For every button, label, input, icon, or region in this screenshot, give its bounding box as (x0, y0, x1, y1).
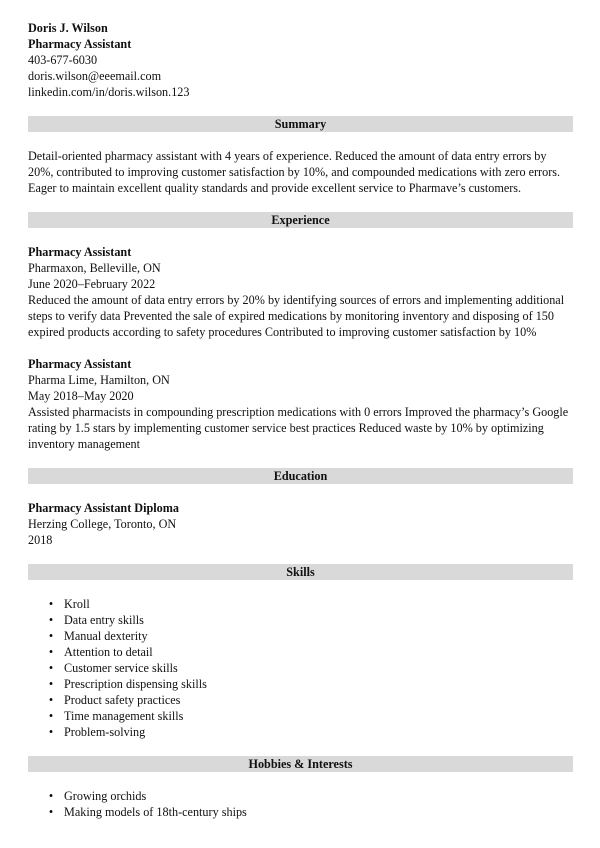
list-item: • Data entry skills (64, 612, 573, 628)
phone: 403-677-6030 (28, 53, 98, 67)
list-item: • Problem-solving (64, 724, 573, 740)
job-entry (28, 356, 573, 452)
bullet-icon: • (48, 725, 54, 739)
header (28, 20, 573, 100)
skills-list (28, 596, 573, 740)
job-title: Pharmacy Assistant (28, 357, 132, 371)
list-item: • Manual dexterity (64, 628, 573, 644)
bullet-icon: • (48, 613, 54, 627)
resume-page (28, 20, 573, 820)
bullet-icon: • (48, 789, 54, 803)
job-company: Pharmaxon, Belleville, ON (28, 261, 161, 275)
hobbies-list (28, 788, 573, 820)
bullet-icon: • (48, 645, 54, 659)
skills-heading: Skills (28, 564, 573, 580)
list-item: • Product safety practices (64, 692, 573, 708)
job-title: Pharmacy Assistant (28, 245, 132, 259)
bullet-icon: • (48, 661, 54, 675)
job-description: Reduced the amount of data entry errors by 20% by identifying sources of errors and implementing additional steps to verify data Prevented the sale of expired medications by monitoring inventory and disposing of 150 expired products according to safety procedures Contributed to improving customer satisfaction by 10% (28, 293, 565, 339)
job-company: Pharma Lime, Hamilton, ON (28, 373, 170, 387)
list-item: • Time management skills (64, 708, 573, 724)
list-item: • Kroll (64, 596, 573, 612)
education-heading: Education (28, 468, 573, 484)
summary-heading: Summary (28, 116, 573, 132)
list-item: • Growing orchids (64, 788, 573, 804)
degree: Pharmacy Assistant Diploma (28, 501, 179, 515)
candidate-name: Doris J. Wilson (28, 21, 108, 35)
bullet-icon: • (48, 677, 54, 691)
list-item: • Prescription dispensing skills (64, 676, 573, 692)
summary-text: Detail-oriented pharmacy assistant with 4 years of experience. Reduced the amount of data entry errors by 20%, contributed to improving customer satisfaction by 10%, and compounded medications with zero errors. Eager to maintain excellent quality standards and provide excellent service to Pharmave’s customers. (28, 149, 561, 195)
candidate-title: Pharmacy Assistant (28, 37, 132, 51)
list-item: • Making models of 18th-century ships (64, 804, 573, 820)
job-description: Assisted pharmacists in compounding prescription medications with 0 errors Improved the pharmacy’s Google rating by 1.5 stars by implementing customer service best practices Reduced waste by 10% by optimizing inventory management (28, 405, 569, 451)
list-item: • Customer service skills (64, 660, 573, 676)
email: doris.wilson@eeemail.com (28, 69, 162, 83)
experience-heading: Experience (28, 212, 573, 228)
bullet-icon: • (48, 709, 54, 723)
job-dates: June 2020–February 2022 (28, 277, 156, 291)
graduation-year: 2018 (28, 533, 53, 547)
list-item: • Attention to detail (64, 644, 573, 660)
school: Herzing College, Toronto, ON (28, 517, 177, 531)
bullet-icon: • (48, 693, 54, 707)
linkedin: linkedin.com/in/doris.wilson.123 (28, 85, 190, 99)
job-dates: May 2018–May 2020 (28, 389, 134, 403)
bullet-icon: • (48, 629, 54, 643)
bullet-icon: • (48, 597, 54, 611)
education-entry (28, 500, 573, 548)
bullet-icon: • (48, 805, 54, 819)
hobbies-heading: Hobbies & Interests (28, 756, 573, 772)
job-entry (28, 244, 573, 340)
